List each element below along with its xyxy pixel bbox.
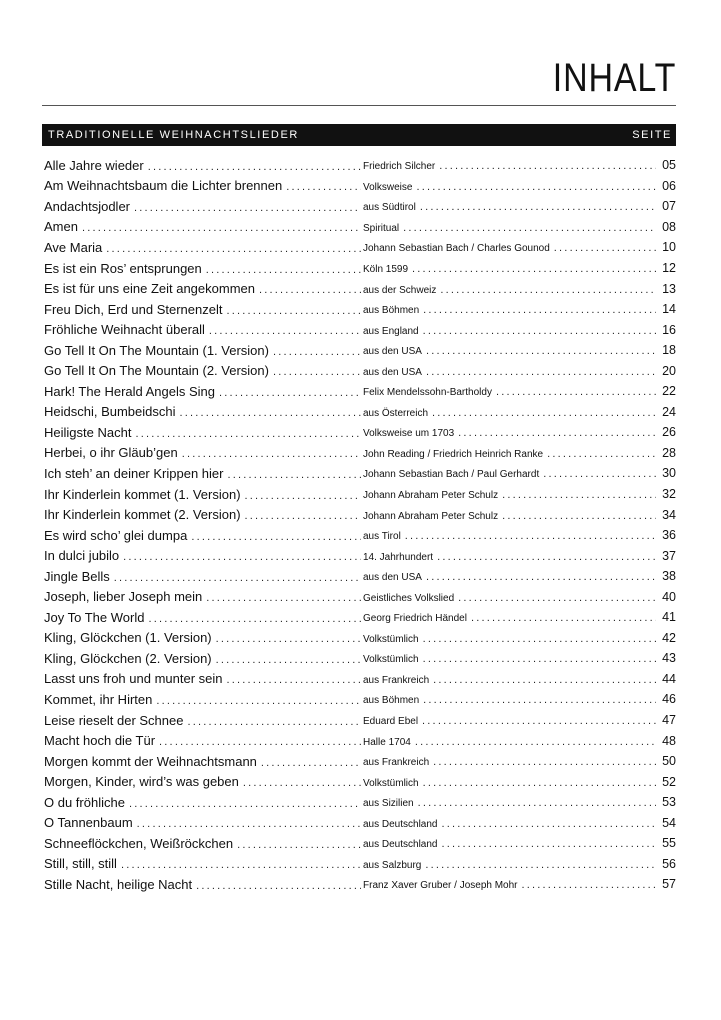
page-number: 10 [662,240,676,255]
toc-entry-left [44,877,361,892]
toc-entry-left [44,856,361,871]
page-number: 53 [662,795,676,810]
dot-leader [219,387,361,399]
song-origin: Johann Abraham Peter Schulz [363,510,499,522]
song-origin: aus Südtirol [363,202,416,214]
toc-entry [44,504,676,525]
song-origin: aus Böhmen [363,695,420,707]
toc-entry-right [361,425,676,439]
dot-leader [286,181,361,193]
page-number: 08 [662,219,676,234]
toc-entry-left [44,363,361,378]
toc-entry-right [361,795,676,809]
song-title: Kling, Glöckchen (1. Version) [44,630,212,646]
dot-leader [471,612,656,624]
dot-leader [227,674,362,686]
toc-entry [44,299,676,320]
toc-entry-left [44,507,361,522]
song-title: Jingle Bells [44,568,110,584]
toc-entry-right [361,775,676,789]
toc-entry [44,402,676,423]
song-title: Alle Jahre wieder [44,157,144,173]
dot-leader [259,284,361,296]
dot-leader [426,571,656,583]
toc-entry-left [44,528,361,543]
toc-entry [44,443,676,464]
dot-leader [135,428,361,440]
page-number: 32 [662,487,676,502]
toc-entry-right [361,549,676,563]
toc-entry-right [361,466,676,480]
page-number: 26 [662,425,676,440]
song-origin: aus Deutschland [363,839,438,851]
song-origin: Volksweise um 1703 [363,428,455,440]
song-origin: Volkstümlich [363,777,419,789]
toc-entry [44,710,676,731]
dot-leader [237,839,361,851]
dot-leader [405,530,656,542]
toc-entry-right [361,364,676,378]
dot-leader [182,448,361,460]
dot-leader [433,756,656,768]
toc-entry-left [44,774,361,789]
dot-leader [423,653,656,665]
page-number: 41 [662,610,676,625]
dot-leader [423,325,656,337]
page-number: 44 [662,671,676,686]
dot-leader [245,490,361,502]
toc-entry-right [361,631,676,645]
dot-leader [187,716,361,728]
page-number: 38 [662,569,676,584]
dot-leader [114,572,361,584]
toc-entry-right [361,323,676,337]
dot-leader [191,531,361,543]
dot-leader [261,757,361,769]
song-title: O Tannenbaum [44,815,133,831]
dot-leader [82,222,361,234]
toc-entry [44,648,676,669]
song-origin: Spiritual [363,222,400,234]
song-origin: aus England [363,325,419,337]
toc-entry [44,319,676,340]
dot-leader [412,263,656,275]
toc-entry [44,586,676,607]
dot-leader [216,654,361,666]
toc-entry [44,628,676,649]
toc-entry-right [361,528,676,542]
toc-list [44,155,676,895]
song-origin: Franz Xaver Gruber / Joseph Mohr [363,880,518,892]
page-number: 18 [662,343,676,358]
toc-entry-right [361,734,676,748]
song-title: Joy To The World [44,609,145,625]
toc-entry-left [44,178,361,193]
song-origin: Volksweise [363,181,413,193]
toc-entry [44,669,676,690]
dot-leader [129,798,361,810]
song-title: Morgen, Kinder, wird’s was geben [44,774,239,790]
toc-entry-right [361,672,676,686]
page-title: INHALT [552,56,676,100]
song-title: Andachtsjodler [44,198,130,214]
dot-leader [206,264,361,276]
song-title: Ihr Kinderlein kommet (1. Version) [44,486,241,502]
toc-entry [44,196,676,217]
section-title: TRADITIONELLE WEIHNACHTSLIEDER [48,129,299,141]
page-number: 28 [662,445,676,460]
toc-entry [44,237,676,258]
toc-entry-left [44,219,361,234]
song-title: Amen [44,219,78,235]
song-origin: aus Sizilien [363,798,414,810]
song-origin: aus Frankreich [363,674,430,686]
dot-leader [180,407,361,419]
toc-entry [44,545,676,566]
section-header-bar [42,124,676,146]
dot-leader [442,818,657,830]
song-title: Ihr Kinderlein kommet (2. Version) [44,507,241,523]
page-number: 43 [662,651,676,666]
toc-entry-right [361,487,676,501]
toc-entry-right [361,199,676,213]
toc-entry-left [44,610,361,625]
page-number: 12 [662,261,676,275]
dot-leader [440,284,656,296]
toc-entry [44,751,676,772]
song-title: Fröhliche Weihnacht überall [44,322,205,338]
toc-entry-left [44,240,361,255]
dot-leader [439,160,656,172]
page-number: 56 [662,856,676,871]
toc-entry-left [44,281,361,296]
song-origin: aus den USA [363,366,422,378]
toc-entry-left [44,651,361,666]
dot-leader [273,346,361,358]
dot-leader [415,736,656,748]
dot-leader [123,551,361,563]
song-title: Lasst uns froh und munter sein [44,671,223,687]
page-number: 07 [662,199,676,214]
dot-leader [416,181,656,193]
song-title: Stille Nacht, heilige Nacht [44,876,193,892]
toc-entry-right [361,240,676,254]
song-title: Go Tell It On The Mountain (2. Version) [44,363,269,379]
song-origin: aus den USA [363,572,422,584]
dot-leader [502,510,656,522]
song-title: Am Weihnachtsbaum die Lichter brennen [44,178,283,194]
dot-leader [245,510,361,522]
toc-entry-right [361,713,676,727]
toc-entry-left [44,425,361,440]
toc-entry [44,854,676,875]
song-origin: Volkstümlich [363,633,419,645]
song-title: Heiligste Nacht [44,424,132,440]
page-number: 57 [662,877,676,892]
toc-entry [44,381,676,402]
song-title: O du fröhliche [44,794,125,810]
toc-entry-left [44,548,361,563]
toc-entry-left [44,692,361,707]
page-number: 46 [662,692,676,707]
toc-entry-left [44,261,361,276]
song-origin: 14. Jahrhundert [363,551,434,563]
toc-entry-right [361,261,676,275]
dot-leader [226,305,361,317]
toc-entry-left [44,569,361,584]
song-title: Leise rieselt der Schnee [44,712,184,728]
dot-leader [243,777,361,789]
toc-entry-right [361,179,676,193]
song-title: Joseph, lieber Joseph mein [44,589,203,605]
page-number: 30 [662,466,676,481]
toc-entry-right [361,836,676,850]
page-number: 16 [662,322,676,337]
song-title: Heidschi, Bumbeidschi [44,404,176,420]
toc-entry-right [361,877,676,891]
toc-entry [44,833,676,854]
page-number: 47 [662,713,676,728]
toc-entry [44,176,676,197]
toc-entry [44,463,676,484]
toc-entry-right [361,220,676,234]
song-origin: Felix Mendelssohn-Bartholdy [363,387,492,399]
dot-leader [423,633,656,645]
dot-leader [121,859,361,871]
dot-leader [458,592,656,604]
song-title: Es ist für uns eine Zeit angekommen [44,281,255,297]
song-title: Macht hoch die Tür [44,733,156,749]
dot-leader [422,715,656,727]
toc-entry-left [44,589,361,604]
toc-entry-left [44,158,361,173]
dot-leader [502,489,656,501]
song-title: Schneeflöckchen, Weißröckchen [44,835,234,851]
song-origin: Georg Friedrich Händel [363,613,467,625]
toc-entry-left [44,322,361,337]
dot-leader [554,242,656,254]
dot-leader [458,427,656,439]
dot-leader [134,202,361,214]
toc-entry-left [44,836,361,851]
song-origin: Friedrich Silcher [363,161,436,173]
song-origin: Geistliches Volkslied [363,592,455,604]
dot-leader [432,407,656,419]
dot-leader [547,448,656,460]
song-origin: Halle 1704 [363,736,411,748]
song-origin: Köln 1599 [363,264,409,275]
toc-entry-right [361,857,676,871]
dot-leader [423,694,656,706]
toc-entry-right [361,692,676,706]
toc-entry-left [44,404,361,419]
toc-entry-right [361,343,676,357]
toc-entry-left [44,384,361,399]
page-number: 54 [662,815,676,830]
dot-leader [159,736,361,748]
dot-leader [418,797,656,809]
toc-entry [44,360,676,381]
toc-entry [44,340,676,361]
page-number: 22 [662,384,676,399]
page-number: 37 [662,548,676,563]
dot-leader [206,592,361,604]
page-number: 50 [662,754,676,769]
toc-entry [44,771,676,792]
toc-entry-left [44,733,361,748]
toc-entry-left [44,754,361,769]
song-origin: aus Frankreich [363,757,430,769]
title-divider [42,105,676,106]
song-title: Herbei, o ihr Gläub’gen [44,445,178,461]
page-number: 52 [662,774,676,789]
toc-entry-left [44,671,361,686]
page-column-label: SEITE [632,129,672,141]
song-origin: Johann Sebastian Bach / Paul Gerhardt [363,469,540,481]
toc-entry [44,566,676,587]
song-title: Still, still, still [44,856,117,872]
toc-entry [44,155,676,176]
toc-entry-left [44,466,361,481]
toc-entry [44,874,676,895]
toc-entry-left [44,713,361,728]
toc-entry [44,607,676,628]
song-title: Go Tell It On The Mountain (1. Version) [44,342,269,358]
song-origin: aus der Schweiz [363,284,437,296]
toc-entry-left [44,445,361,460]
toc-entry-right [361,816,676,830]
song-origin: Johann Sebastian Bach / Charles Gounod [363,243,550,255]
toc-entry-left [44,302,361,317]
toc-entry [44,258,676,279]
song-origin: Volkstümlich [363,654,419,666]
song-title: Freu Dich, Erd und Sternenzelt [44,301,223,317]
toc-entry-right [361,302,676,316]
song-title: Es ist ein Ros’ entsprungen [44,260,202,276]
dot-leader [156,695,361,707]
dot-leader [496,386,656,398]
dot-leader [403,222,656,234]
toc-entry [44,217,676,238]
page-number: 24 [662,404,676,419]
dot-leader [227,469,361,481]
dot-leader [273,366,361,378]
dot-leader [216,633,361,645]
dot-leader [423,777,656,789]
page-number: 48 [662,733,676,748]
dot-leader [148,613,361,625]
toc-entry-right [361,508,676,522]
toc-entry [44,730,676,751]
song-origin: Johann Abraham Peter Schulz [363,490,499,502]
page-number: 05 [662,158,676,173]
toc-entry-right [361,282,676,296]
song-origin: aus Böhmen [363,305,420,317]
dot-leader [543,468,656,480]
song-title: Ich steh’ an deiner Krippen hier [44,465,224,481]
toc-entry-left [44,795,361,810]
page-number: 06 [662,178,676,193]
toc-entry-right [361,569,676,583]
toc-entry [44,278,676,299]
dot-leader [426,366,656,378]
page-number: 42 [662,630,676,645]
dot-leader [522,879,656,891]
toc-entry-right [361,405,676,419]
page-number: 13 [662,281,676,296]
song-title: Kommet, ihr Hirten [44,691,153,707]
song-title: Kling, Glöckchen (2. Version) [44,650,212,666]
song-origin: aus Deutschland [363,818,438,830]
song-title: In dulci jubilo [44,548,120,564]
song-title: Hark! The Herald Angels Sing [44,383,216,399]
toc-entry-right [361,446,676,460]
song-origin: aus Salzburg [363,859,422,871]
dot-leader [442,838,657,850]
song-origin: aus Österreich [363,407,429,419]
song-title: Es wird scho’ glei dumpa [44,527,188,543]
dot-leader [420,201,656,213]
toc-entry-left [44,630,361,645]
dot-leader [196,880,361,892]
page-number: 20 [662,363,676,378]
toc-entry-right [361,590,676,604]
toc-entry [44,813,676,834]
song-origin: aus den USA [363,346,422,358]
toc-entry-right [361,384,676,398]
toc-entry-left [44,487,361,502]
toc-entry [44,689,676,710]
toc-entry [44,525,676,546]
toc-entry [44,792,676,813]
toc-entry-left [44,343,361,358]
dot-leader [437,551,656,563]
toc-entry-left [44,815,361,830]
page-number: 36 [662,528,676,543]
dot-leader [137,818,361,830]
dot-leader [425,859,656,871]
toc-entry [44,484,676,505]
page-number: 34 [662,507,676,522]
song-title: Ave Maria [44,239,103,255]
song-title: Morgen kommt der Weihnachtsmann [44,753,257,769]
toc-entry-left [44,199,361,214]
toc-entry-right [361,754,676,768]
toc-entry-right [361,158,676,172]
dot-leader [423,304,656,316]
song-origin: aus Tirol [363,531,401,543]
toc-entry [44,422,676,443]
page-number: 14 [662,302,676,317]
dot-leader [209,325,361,337]
song-origin: John Reading / Friedrich Heinrich Ranke [363,448,544,460]
dot-leader [426,345,656,357]
page-number: 40 [662,589,676,604]
dot-leader [106,243,361,255]
toc-entry-right [361,610,676,624]
song-origin: Eduard Ebel [363,716,419,728]
dot-leader [148,161,361,173]
page-number: 55 [662,836,676,851]
dot-leader [433,674,656,686]
toc-entry-right [361,651,676,665]
